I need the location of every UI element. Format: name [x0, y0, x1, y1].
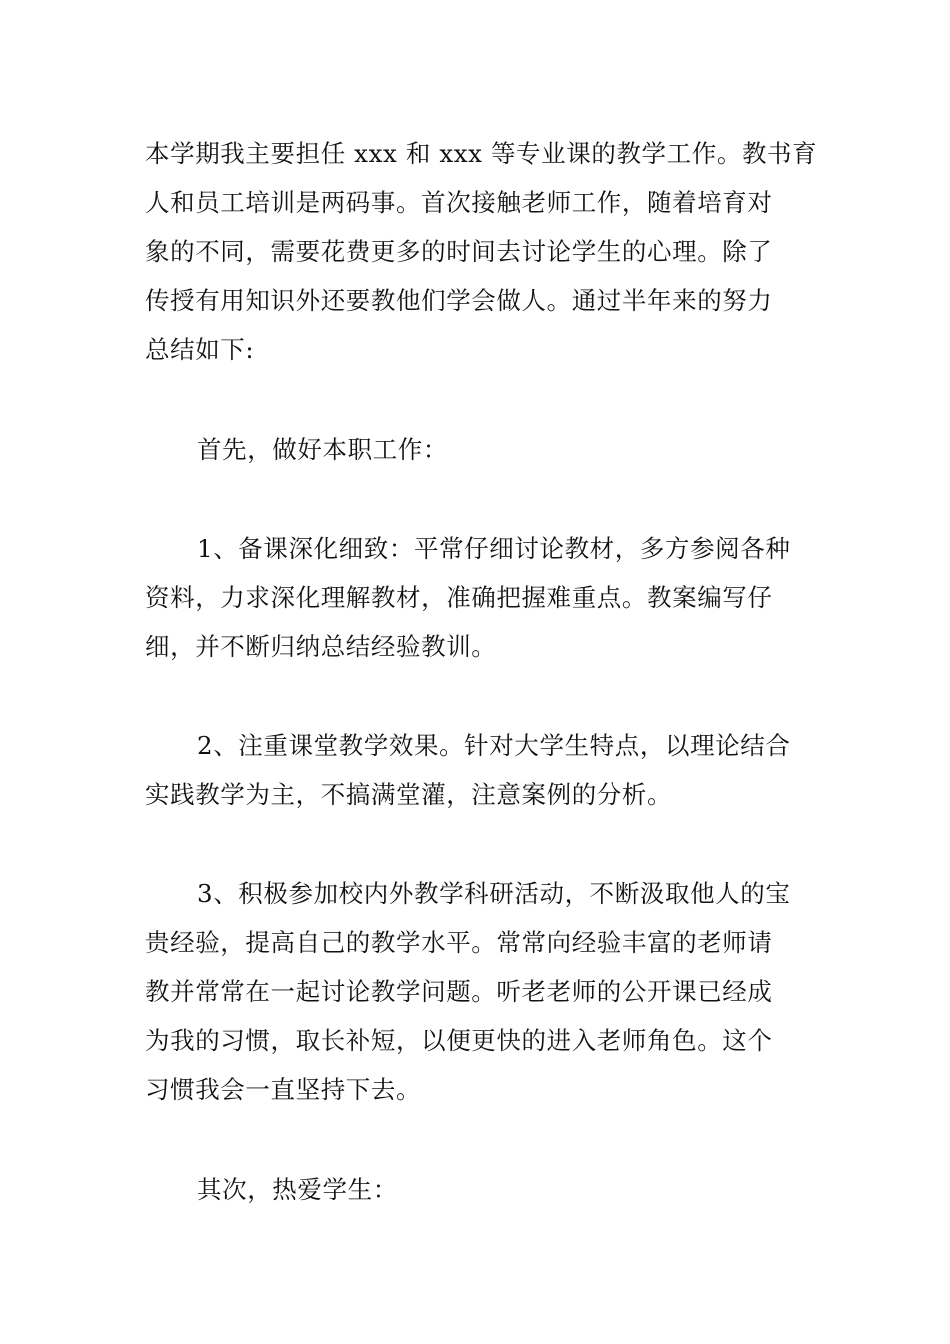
text-line: 为我的习惯，取长补短，以便更快的进入老师角色。这个	[145, 1026, 773, 1055]
text-line: 2、注重课堂教学效果。针对大学生特点，以理论结合	[197, 731, 791, 760]
text-line: 教并常常在一起讨论教学问题。听老老师的公开课已经成	[145, 977, 773, 1006]
text-line: 贵经验，提高自己的教学水平。常常向经验丰富的老师请	[145, 928, 773, 957]
section-heading-first	[145, 425, 810, 474]
text-line: 1、备课深化细致：平常仔细讨论教材，多方参阅各种	[197, 534, 791, 563]
list-item-2	[145, 721, 810, 819]
list-item-3	[145, 869, 810, 1114]
text-line: 象的不同，需要花费更多的时间去讨论学生的心理。除了	[145, 237, 773, 266]
text-line: 传授有用知识外还要教他们学会做人。通过半年来的努力	[145, 286, 773, 315]
text-line: 资料，力求深化理解教材，准确把握难重点。教案编写仔	[145, 583, 773, 612]
text-line: 3、积极参加校内外教学科研活动，不断汲取他人的宝	[197, 879, 791, 908]
list-item-1	[145, 524, 810, 671]
text-line: 细，并不断归纳总结经验教训。	[145, 632, 497, 661]
intro-paragraph	[145, 129, 818, 374]
section-heading-second	[145, 1165, 810, 1214]
text-line: 首先，做好本职工作：	[197, 435, 448, 464]
text-line: 总结如下:	[145, 335, 255, 364]
text-line: 人和员工培训是两码事。首次接触老师工作，随着培育对	[145, 188, 773, 217]
text-line: 本学期我主要担任 xxx 和 xxx 等专业课的教学工作。教书育	[145, 139, 818, 168]
text-line: 其次，热爱学生：	[197, 1175, 398, 1204]
text-line: 习惯我会一直坚持下去。	[145, 1075, 422, 1104]
text-line: 实践教学为主，不搞满堂灌，注意案例的分析。	[145, 780, 673, 809]
